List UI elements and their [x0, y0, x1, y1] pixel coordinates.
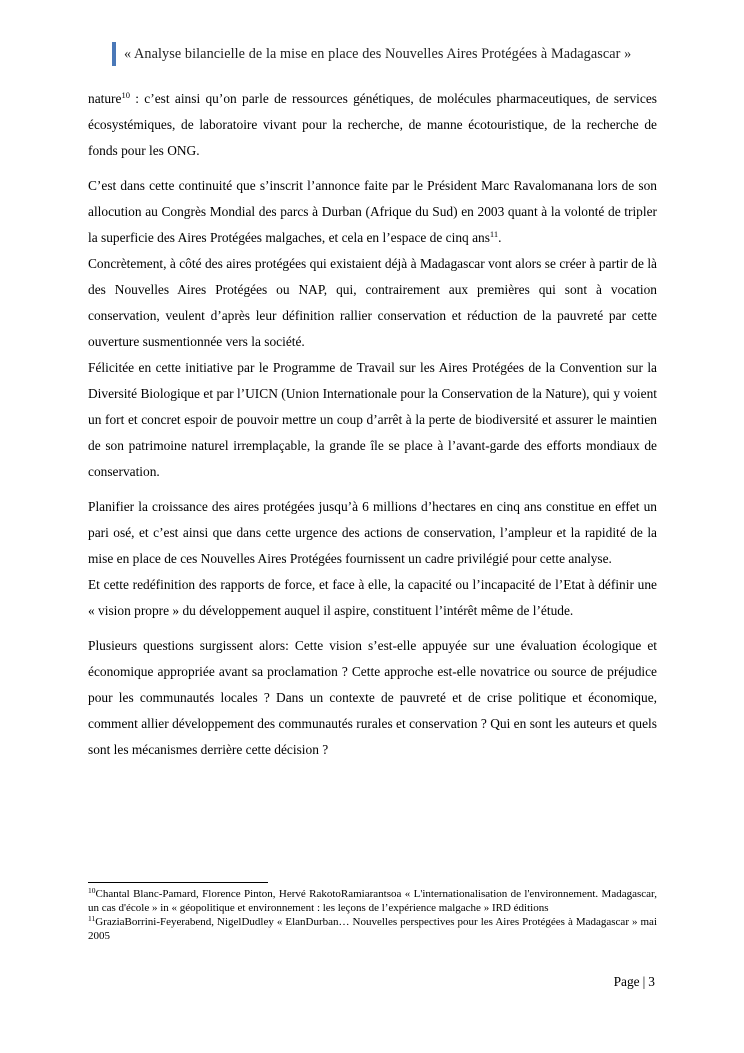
paragraph-1-rest: : c’est ainsi qu’on parle de ressources génétiques, de molécules pharmaceutiques, de services écosystémiques, de laboratoire vivant pour la recherche, de manne écotouristique, de la recherche de fonds pour les ONG. — [88, 91, 657, 158]
footnote-text: GraziaBorrini-Feyerabend, NigelDudley « ElanDurban… Nouvelles perspectives pour les Aires Protégées à Madagascar » mai 2005 — [88, 916, 657, 942]
running-header — [112, 42, 672, 68]
footnote-number: 10 — [88, 886, 96, 895]
paragraph-1 — [88, 86, 657, 164]
footnote-11 — [88, 915, 657, 943]
paragraph-2-rest: . — [498, 230, 502, 245]
header-title: « Analyse bilancielle de la mise en place des Nouvelles Aires Protégées à Madagascar » — [124, 46, 632, 62]
page-number: 3 — [648, 974, 655, 989]
paragraph-1-start: nature — [88, 91, 122, 106]
paragraph-6: Et cette redéfinition des rapports de force, et face à elle, la capacité ou l’incapacité de l’Etat à définir une « vision propre » du développement auquel il aspire, constituent l’intérêt même de l’étude. — [88, 577, 657, 618]
paragraph-7: Plusieurs questions surgissent alors: Cette vision s’est-elle appuyée sur une évaluation écologique et économique appropriée avant sa proclamation ? Cette approche est-elle novatrice ou source de préjudice pour les communautés locales ? Dans un contexte de pauvreté et de crise politique et économique, comment allier développement des communautés rurales et conservation ? Qui en sont les auteurs et quels sont les mécanismes derrière cette décision ? — [88, 638, 657, 757]
page-label: Page — [613, 974, 640, 989]
paragraph-2 — [88, 173, 657, 251]
paragraph-2-start: C’est dans cette continuité que s’inscrit l’annonce faite par le Président Marc Ravalomanana lors de son allocution au Congrès Mondial des parcs à Durban (Afrique du Sud) en 2003 quant à la volonté de tripler la superficie des Aires Protégées malgaches, et cela en l’espace de cinq ans — [88, 178, 657, 245]
header-accent-bar — [112, 42, 116, 66]
footnote-10 — [88, 887, 657, 915]
footnote-separator — [88, 882, 268, 883]
paragraph-5: Planifier la croissance des aires protégées jusqu’à 6 millions d’hectares en cinq ans constitue en effet un pari osé, et c’est ainsi que dans cette urgence des actions de conservation, l’ampleur et la rapidité de la mise en place de ces Nouvelles Aires Protégées fournissent un cadre privilégié pour cette analyse. — [88, 499, 657, 566]
page-separator: | — [642, 974, 646, 989]
footnote-number: 11 — [88, 914, 96, 923]
footnote-ref-11[interactable]: 11 — [489, 229, 499, 239]
footnotes — [88, 887, 657, 943]
document-body — [88, 86, 657, 763]
footnote-ref-10[interactable]: 10 — [121, 90, 130, 100]
paragraph-4: Félicitée en cette initiative par le Programme de Travail sur les Aires Protégées de la Convention sur la Diversité Biologique et par l’UICN (Union Internationale pour la Conservation de la Nature), qui y voient un fort et concret espoir de pouvoir mettre un coup d’arrêt à la perte de biodiversité et assurer le maintien de son patrimoine naturel irremplaçable, la grande île se place à l’avant-garde des efforts mondiaux de conservation. — [88, 360, 657, 479]
paragraph-3: Concrètement, à côté des aires protégées qui existaient déjà à Madagascar vont alors se créer à partir de là des Nouvelles Aires Protégées ou NAP, qui, contrairement aux premières qui sont à vocation conservation, veulent d’après leur définition rallier conservation et réduction de la pauvreté par cette ouverture susmentionnée vers la société. — [88, 256, 657, 349]
footnote-text: Chantal Blanc-Pamard, Florence Pinton, Hervé RakotoRamiarantsoa « L'internationalisation de l'environnement. Madagascar, un cas d'école » in « géopolitique et environnement : les leçons de l’expérience malgache » IRD éditions — [88, 888, 657, 914]
page-footer — [614, 974, 655, 990]
